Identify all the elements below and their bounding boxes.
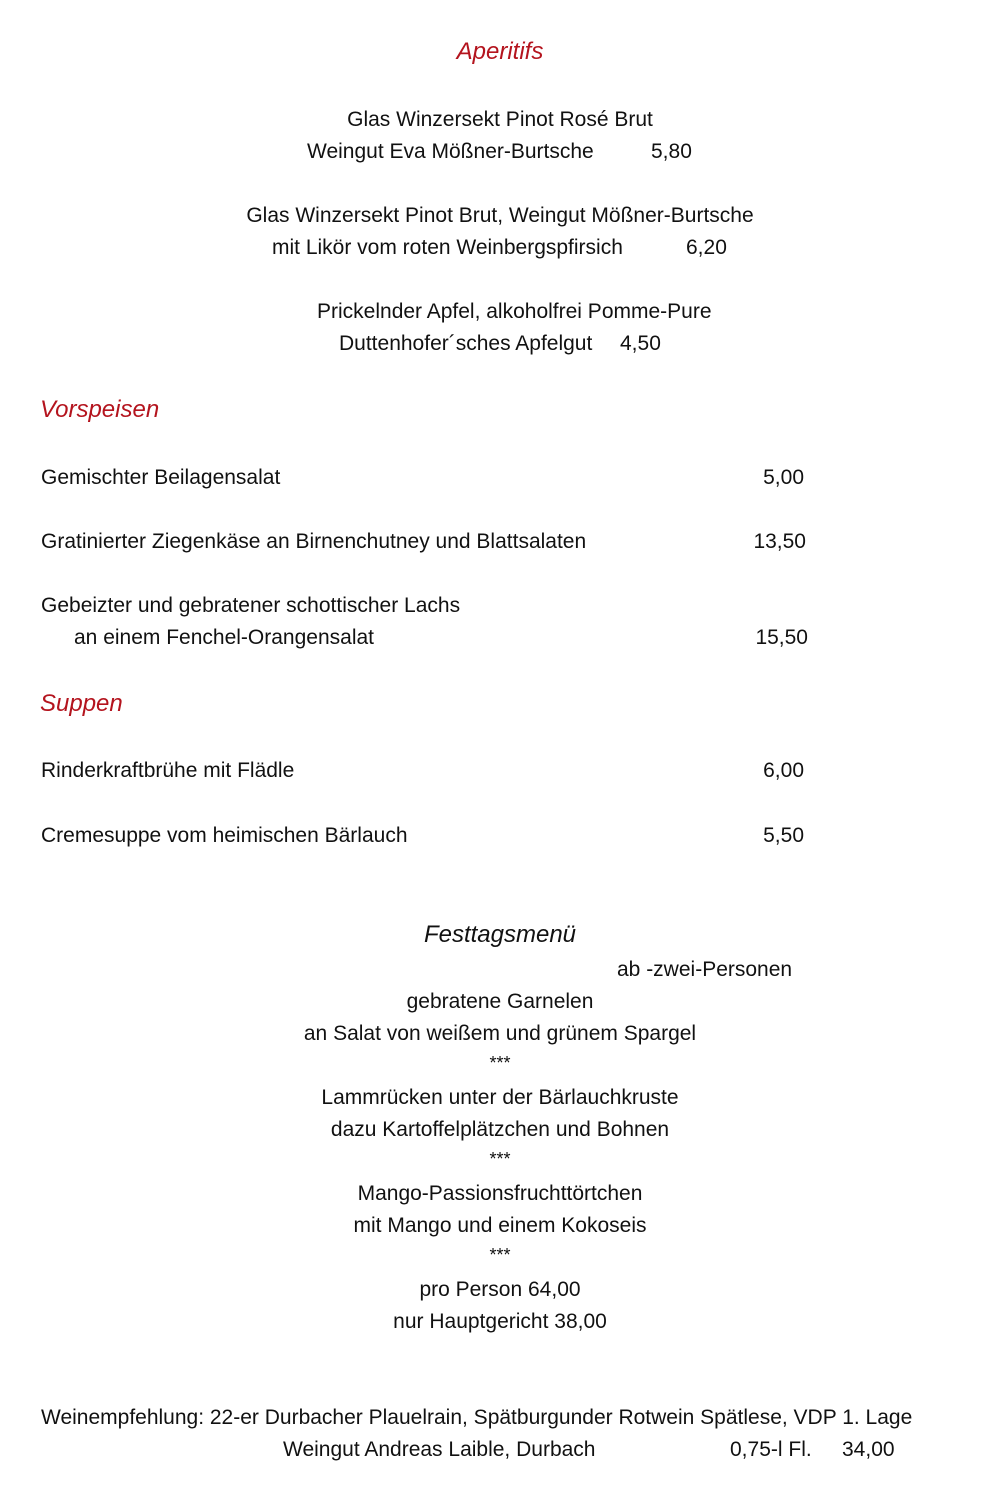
vorspeise-1-name: Gemischter Beilagensalat xyxy=(41,466,281,489)
course-2-line1: Lammrücken unter der Bärlauchkruste xyxy=(321,1086,679,1109)
wine-bottle-size: 0,75-l Fl. xyxy=(730,1438,812,1461)
course-2-line2: dazu Kartoffelplätzchen und Bohnen xyxy=(330,1118,670,1141)
wine-recommendation: Weinempfehlung: 22-er Durbacher Plauelrain, Spätburgunder Rotwein Spätlese, VDP 1. Lage xyxy=(41,1406,913,1429)
vorspeise-1-price: 5,00 xyxy=(763,466,804,489)
suppen-heading: Suppen xyxy=(40,690,123,717)
course-1-line1: gebratene Garnelen xyxy=(406,990,594,1013)
course-separator-1: *** xyxy=(489,1053,511,1073)
vorspeise-3-price: 15,50 xyxy=(755,626,808,649)
aperitif-1-line1: Glas Winzersekt Pinot Rosé Brut xyxy=(347,108,653,131)
aperitif-3-line2: Duttenhofer´sches Apfelgut xyxy=(339,332,593,355)
festtagsmenu-heading: Festtagsmenü xyxy=(423,921,577,948)
aperitif-1-price: 5,80 xyxy=(651,140,692,163)
festtagsmenu-subtitle: ab -zwei-Personen xyxy=(617,958,793,981)
aperitif-2-line2: mit Likör vom roten Weinbergspfirsich xyxy=(272,236,623,259)
aperitif-3-price: 4,50 xyxy=(620,332,661,355)
aperitif-1-line2: Weingut Eva Mößner-Burtsche xyxy=(307,140,594,163)
course-separator-3: *** xyxy=(489,1245,511,1265)
aperitifs-heading: Aperitifs xyxy=(456,38,544,65)
vorspeise-3-name2: an einem Fenchel-Orangensalat xyxy=(74,626,375,649)
price-per-person: pro Person 64,00 xyxy=(419,1278,581,1301)
suppe-2-name: Cremesuppe vom heimischen Bärlauch xyxy=(41,824,408,847)
course-separator-2: *** xyxy=(489,1149,511,1169)
course-1-line2: an Salat von weißem und grünem Spargel xyxy=(303,1022,697,1045)
suppe-1-name: Rinderkraftbrühe mit Flädle xyxy=(41,759,295,782)
suppe-2-price: 5,50 xyxy=(763,824,804,847)
vorspeise-2-price: 13,50 xyxy=(753,530,806,553)
suppe-1-price: 6,00 xyxy=(763,759,804,782)
aperitif-3-line1: Prickelnder Apfel, alkoholfrei Pomme-Pure xyxy=(317,300,712,323)
aperitif-2-price: 6,20 xyxy=(686,236,727,259)
course-3-line2: mit Mango und einem Kokoseis xyxy=(353,1214,647,1237)
wine-price: 34,00 xyxy=(842,1438,895,1461)
aperitif-2-line1: Glas Winzersekt Pinot Brut, Weingut Mößner-Burtsche xyxy=(246,204,754,227)
wine-winery: Weingut Andreas Laible, Durbach xyxy=(283,1438,596,1461)
vorspeise-3-name: Gebeizter und gebratener schottischer Lachs xyxy=(41,594,461,617)
price-main-course: nur Hauptgericht 38,00 xyxy=(393,1310,607,1333)
vorspeisen-heading: Vorspeisen xyxy=(40,396,160,423)
vorspeise-2-name: Gratinierter Ziegenkäse an Birnenchutney und Blattsalaten xyxy=(41,530,587,553)
course-3-line1: Mango-Passionsfruchttörtchen xyxy=(357,1182,643,1205)
